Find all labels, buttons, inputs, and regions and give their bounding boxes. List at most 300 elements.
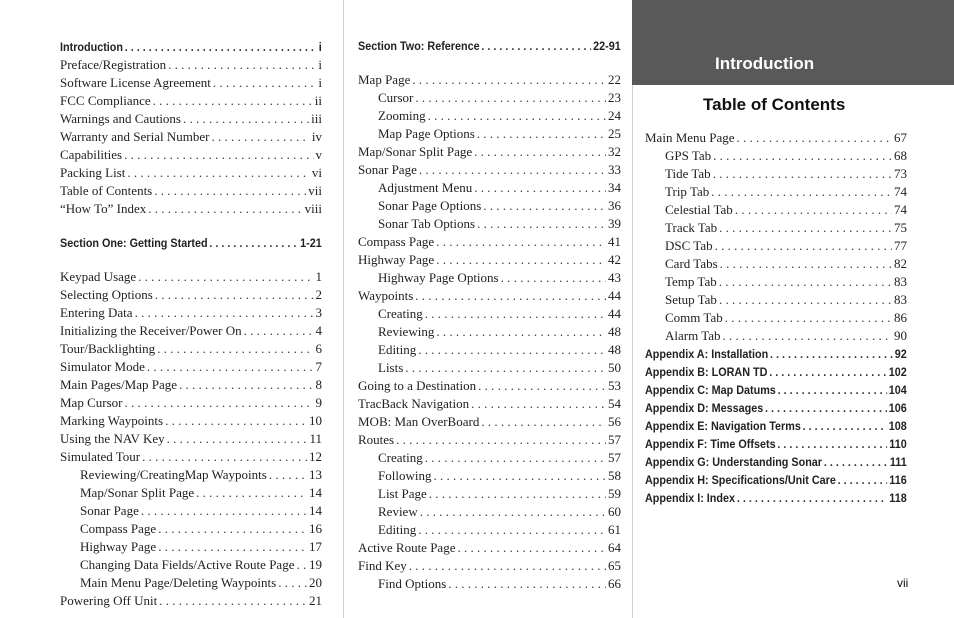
- dot-leader: [167, 430, 308, 448]
- toc-entry-page: 7: [315, 359, 322, 374]
- toc-entry[interactable]: [60, 358, 322, 376]
- toc-entry-page: 43: [608, 270, 621, 285]
- toc-entry[interactable]: [358, 323, 621, 341]
- spacer: [60, 252, 322, 268]
- toc-entry[interactable]: [645, 327, 907, 345]
- toc-column-2: [358, 37, 621, 593]
- toc-entry[interactable]: [358, 71, 621, 89]
- toc-section-heading[interactable]: [358, 37, 621, 55]
- toc-entry-page: vii: [308, 183, 322, 198]
- toc-entry[interactable]: [645, 129, 907, 147]
- toc-entry[interactable]: [60, 304, 322, 322]
- toc-entry-title: Marking Waypoints: [60, 413, 164, 428]
- dot-leader: [209, 234, 298, 252]
- toc-entry-page: 116: [889, 473, 907, 487]
- dot-leader: [457, 539, 606, 557]
- toc-entry-page: 25: [608, 126, 621, 141]
- toc-entry-page: 90: [894, 328, 907, 343]
- toc-entry-title: MOB: Man OverBoard: [358, 414, 480, 429]
- toc-entry-page: 82: [894, 256, 907, 271]
- toc-entry-page: 83: [894, 274, 907, 289]
- dot-leader: [838, 471, 888, 489]
- dot-leader: [405, 359, 606, 377]
- dot-leader: [474, 143, 606, 161]
- dot-leader: [735, 201, 892, 219]
- toc-entry-page: 24: [608, 108, 621, 123]
- dot-leader: [778, 381, 887, 399]
- toc-entry-page: 44: [608, 288, 621, 303]
- toc-entry-page: viii: [304, 201, 322, 216]
- toc-entry[interactable]: [60, 322, 322, 340]
- toc-entry[interactable]: [60, 502, 322, 520]
- toc-entry-page: 10: [309, 413, 322, 428]
- toc-entry-title: Software License Agreement: [60, 75, 211, 90]
- toc-entry-page: 48: [608, 342, 621, 357]
- toc-entry-title: Compass Page: [358, 234, 435, 249]
- dot-leader: [412, 71, 606, 89]
- toc-entry[interactable]: [358, 413, 621, 431]
- toc-entry-title: Appendix H: Specifications/Unit Care: [645, 473, 836, 487]
- toc-entry-title: Section Two: Reference: [358, 39, 480, 53]
- toc-entry[interactable]: [645, 201, 907, 219]
- toc-entry[interactable]: [60, 484, 322, 502]
- toc-entry-title: Comm Tab: [665, 310, 723, 325]
- toc-entry-title: Map Page Options: [378, 126, 475, 141]
- dot-leader: [715, 237, 892, 255]
- toc-entry-title: Reviewing: [378, 324, 435, 339]
- toc-entry-page: 42: [608, 252, 621, 267]
- section-title: Introduction: [715, 54, 815, 73]
- toc-entry-page: iii: [311, 111, 322, 126]
- toc-entry-title: Map/Sonar Split Page: [358, 144, 473, 159]
- toc-entry[interactable]: [358, 377, 621, 395]
- toc-entry[interactable]: [358, 503, 621, 521]
- dot-leader: [477, 215, 606, 233]
- toc-entry-page: 83: [894, 292, 907, 307]
- toc-entry-page: 22: [608, 72, 621, 87]
- dot-leader: [720, 255, 892, 273]
- toc-entry-title: Tide Tab: [665, 166, 711, 181]
- dot-leader: [425, 449, 606, 467]
- toc-entry-title: Review: [378, 504, 418, 519]
- dot-leader: [211, 128, 309, 146]
- toc-entry[interactable]: [645, 219, 907, 237]
- column-divider: [343, 0, 344, 618]
- toc-entry-title: GPS Tab: [665, 148, 712, 163]
- dot-leader: [824, 453, 888, 471]
- dot-leader: [269, 466, 307, 484]
- toc-entry-page: 22-91: [593, 39, 621, 53]
- toc-entry-title: Creating: [378, 450, 423, 465]
- toc-entry-title: Routes: [358, 432, 395, 447]
- dot-leader: [713, 147, 892, 165]
- dot-leader: [127, 164, 310, 182]
- toc-entry[interactable]: [60, 538, 322, 556]
- toc-entry[interactable]: [60, 448, 322, 466]
- toc-entry-title: FCC Compliance: [60, 93, 151, 108]
- toc-entry[interactable]: [358, 449, 621, 467]
- toc-entry[interactable]: [358, 395, 621, 413]
- toc-entry-title: Entering Data: [60, 305, 133, 320]
- toc-entry-title: Appendix E: Navigation Terms: [645, 419, 801, 433]
- dot-leader: [148, 200, 302, 218]
- toc-entry-page: 56: [608, 414, 621, 429]
- toc-entry-page: 50: [608, 360, 621, 375]
- toc-entry-title: Map/Sonar Split Page: [80, 485, 195, 500]
- toc-entry-page: v: [315, 147, 322, 162]
- toc-section-heading[interactable]: [645, 381, 907, 399]
- toc-entry-title: Packing List: [60, 165, 126, 180]
- toc-entry-page: 54: [608, 396, 621, 411]
- dot-leader: [158, 520, 307, 538]
- toc-entry-page: 23: [608, 90, 621, 105]
- dot-leader: [153, 92, 313, 110]
- dot-leader: [138, 268, 313, 286]
- toc-entry-title: Powering Off Unit: [60, 593, 158, 608]
- dot-leader: [719, 219, 892, 237]
- dot-leader: [436, 251, 606, 269]
- toc-entry-page: 16: [309, 521, 322, 536]
- dot-leader: [428, 107, 606, 125]
- dot-leader: [777, 435, 887, 453]
- toc-section-heading[interactable]: [645, 453, 907, 471]
- dot-leader: [415, 287, 606, 305]
- dot-leader: [436, 323, 606, 341]
- dot-leader: [418, 521, 606, 539]
- toc-entry[interactable]: [60, 146, 322, 164]
- toc-section-heading[interactable]: [60, 234, 322, 252]
- toc-section-heading[interactable]: [645, 417, 907, 435]
- toc-entry-page: 59: [608, 486, 621, 501]
- toc-entry-page: 1: [315, 269, 322, 284]
- toc-entry-title: Waypoints: [358, 288, 414, 303]
- toc-entry-title: Appendix A: Installation: [645, 347, 769, 361]
- dot-leader: [415, 89, 606, 107]
- toc-entry-title: “How To” Index: [60, 201, 147, 216]
- dot-leader: [481, 413, 606, 431]
- toc-entry-title: Introduction: [60, 40, 123, 54]
- toc-entry-title: Zooming: [378, 108, 426, 123]
- toc-entry-title: Table of Contents: [60, 183, 153, 198]
- dot-leader: [196, 484, 307, 502]
- toc-entry-page: 39: [608, 216, 621, 231]
- toc-entry[interactable]: [358, 557, 621, 575]
- toc-entry-title: Find Key: [358, 558, 407, 573]
- toc-entry[interactable]: [358, 341, 621, 359]
- dot-leader: [396, 431, 606, 449]
- dot-leader: [483, 197, 606, 215]
- toc-entry-title: Appendix D: Messages: [645, 401, 764, 415]
- toc-entry-page: 61: [608, 522, 621, 537]
- dot-leader: [723, 327, 892, 345]
- toc-column-1: [60, 38, 322, 610]
- toc-entry-title: Map Page: [358, 72, 411, 87]
- toc-entry-page: 57: [608, 450, 621, 465]
- toc-entry[interactable]: [60, 182, 322, 200]
- toc-entry-title: Appendix B: LORAN TD: [645, 365, 768, 379]
- toc-entry-title: Capabilities: [60, 147, 123, 162]
- toc-entry-title: Keypad Usage: [60, 269, 137, 284]
- toc-entry-page: 14: [309, 503, 322, 518]
- dot-leader: [409, 557, 606, 575]
- toc-entry-title: Main Pages/Map Page: [60, 377, 177, 392]
- dot-leader: [141, 502, 307, 520]
- dot-leader: [471, 395, 606, 413]
- dot-leader: [124, 146, 313, 164]
- toc-entry[interactable]: [358, 359, 621, 377]
- toc-entry-page: 102: [888, 365, 907, 379]
- toc-entry-title: Adjustment Menu: [378, 180, 473, 195]
- toc-entry-page: 44: [608, 306, 621, 321]
- toc-entry-title: Setup Tab: [665, 292, 717, 307]
- toc-entry[interactable]: [60, 376, 322, 394]
- dot-leader: [481, 37, 591, 55]
- toc-entry[interactable]: [60, 592, 322, 610]
- toc-entry-page: 118: [889, 491, 907, 505]
- spacer: [60, 218, 322, 234]
- toc-entry-title: Simulator Mode: [60, 359, 145, 374]
- toc-entry[interactable]: [358, 521, 621, 539]
- dot-leader: [803, 417, 887, 435]
- toc-entry-page: 110: [889, 437, 907, 451]
- toc-entry-page: 8: [315, 377, 322, 392]
- toc-entry[interactable]: [358, 467, 621, 485]
- toc-entry-title: Card Tabs: [665, 256, 718, 271]
- toc-section-heading[interactable]: [645, 471, 907, 489]
- toc-entry-page: 34: [608, 180, 621, 195]
- toc-entry-page: 9: [315, 395, 322, 410]
- toc-entry-title: Celestial Tab: [665, 202, 733, 217]
- toc-entry-title: Selecting Options: [60, 287, 153, 302]
- toc-entry-page: vi: [311, 165, 322, 180]
- toc-entry-page: 4: [315, 323, 322, 338]
- toc-entry-page: 86: [894, 310, 907, 325]
- toc-entry-title: Using the NAV Key: [60, 431, 165, 446]
- toc-entry[interactable]: [60, 56, 322, 74]
- toc-entry-page: 92: [894, 347, 907, 361]
- toc-entry-title: Alarm Tab: [665, 328, 721, 343]
- toc-entry-page: 48: [608, 324, 621, 339]
- dot-leader: [296, 556, 307, 574]
- dot-leader: [770, 345, 893, 363]
- toc-entry-title: Temp Tab: [665, 274, 717, 289]
- toc-entry[interactable]: [358, 539, 621, 557]
- dot-leader: [725, 309, 892, 327]
- toc-entry-title: Highway Page: [80, 539, 157, 554]
- toc-entry[interactable]: [358, 485, 621, 503]
- dot-leader: [501, 269, 606, 287]
- dot-leader: [183, 110, 309, 128]
- toc-entry-title: Sonar Page: [80, 503, 139, 518]
- toc-entry-page: 20: [309, 575, 322, 590]
- toc-entry[interactable]: [60, 128, 322, 146]
- toc-entry[interactable]: [645, 237, 907, 255]
- toc-entry-page: 73: [894, 166, 907, 181]
- toc-entry[interactable]: [358, 233, 621, 251]
- toc-entry-title: Appendix G: Understanding Sonar: [645, 455, 823, 469]
- toc-section-heading[interactable]: [645, 489, 907, 507]
- dot-leader: [419, 161, 606, 179]
- page-number: vii: [897, 576, 909, 590]
- dot-leader: [765, 399, 887, 417]
- dot-leader: [436, 233, 606, 251]
- toc-entry[interactable]: [60, 412, 322, 430]
- dot-leader: [159, 592, 307, 610]
- page-title: Table of Contents: [703, 95, 846, 114]
- toc-entry[interactable]: [358, 197, 621, 215]
- toc-section-heading[interactable]: [645, 435, 907, 453]
- toc-entry[interactable]: [358, 89, 621, 107]
- toc-entry-title: Sonar Page: [358, 162, 417, 177]
- toc-entry[interactable]: [60, 200, 322, 218]
- toc-entry[interactable]: [60, 74, 322, 92]
- toc-entry-title: DSC Tab: [665, 238, 713, 253]
- toc-entry-page: 36: [608, 198, 621, 213]
- toc-entry-title: Active Route Page: [358, 540, 456, 555]
- toc-entry-title: Editing: [378, 342, 417, 357]
- toc-entry-page: 1-21: [300, 236, 322, 250]
- toc-entry-page: 14: [309, 485, 322, 500]
- dot-leader: [244, 322, 314, 340]
- dot-leader: [135, 304, 314, 322]
- toc-entry-title: Appendix C: Map Datums: [645, 383, 776, 397]
- toc-entry-page: 57: [608, 432, 621, 447]
- toc-entry[interactable]: [358, 575, 621, 593]
- dot-leader: [155, 286, 314, 304]
- toc-entry-page: 74: [894, 184, 907, 199]
- toc-section-heading[interactable]: [60, 38, 322, 56]
- toc-entry-page: 58: [608, 468, 621, 483]
- toc-entry-title: Simulated Tour: [60, 449, 141, 464]
- toc-entry-page: 67: [894, 130, 907, 145]
- toc-entry-page: i: [318, 57, 322, 72]
- dot-leader: [179, 376, 314, 394]
- toc-entry-title: Appendix F: Time Offsets: [645, 437, 776, 451]
- dot-leader: [278, 574, 307, 592]
- toc-entry-page: 12: [309, 449, 322, 464]
- toc-entry-page: 6: [315, 341, 322, 356]
- dot-leader: [429, 485, 606, 503]
- dot-leader: [168, 56, 316, 74]
- toc-entry-title: Sonar Tab Options: [378, 216, 476, 231]
- toc-entry[interactable]: [358, 251, 621, 269]
- toc-entry[interactable]: [60, 286, 322, 304]
- toc-entry-page: 66: [608, 576, 621, 591]
- toc-entry-page: 41: [608, 234, 621, 249]
- toc-entry[interactable]: [358, 287, 621, 305]
- dot-leader: [147, 358, 314, 376]
- toc-entry-title: Highway Page: [358, 252, 435, 267]
- toc-entry[interactable]: [358, 161, 621, 179]
- toc-entry-title: TracBack Navigation: [358, 396, 470, 411]
- toc-entry[interactable]: [645, 273, 907, 291]
- dot-leader: [719, 291, 892, 309]
- toc-entry[interactable]: [645, 291, 907, 309]
- toc-section-heading[interactable]: [645, 399, 907, 417]
- toc-entry-title: Tour/Backlighting: [60, 341, 156, 356]
- toc-entry-title: Editing: [378, 522, 417, 537]
- toc-entry-page: 111: [889, 455, 907, 469]
- column-divider: [632, 0, 633, 618]
- toc-entry-title: Appendix I: Index: [645, 491, 736, 505]
- toc-entry[interactable]: [358, 215, 621, 233]
- dot-leader: [719, 273, 892, 291]
- toc-entry[interactable]: [60, 394, 322, 412]
- dot-leader: [477, 125, 606, 143]
- toc-entry-title: Warranty and Serial Number: [60, 129, 210, 144]
- toc-entry-page: 77: [894, 238, 907, 253]
- toc-entry[interactable]: [358, 431, 621, 449]
- toc-entry[interactable]: [645, 309, 907, 327]
- dot-leader: [769, 363, 887, 381]
- dot-leader: [213, 74, 316, 92]
- toc-entry-page: 11: [309, 431, 322, 446]
- toc-entry[interactable]: [358, 125, 621, 143]
- toc-entry[interactable]: [60, 556, 322, 574]
- toc-entry[interactable]: [358, 179, 621, 197]
- toc-section-heading[interactable]: [645, 363, 907, 381]
- toc-entry-page: 68: [894, 148, 907, 163]
- toc-entry-title: Going to a Destination: [358, 378, 477, 393]
- toc-entry-page: 33: [608, 162, 621, 177]
- dot-leader: [165, 412, 307, 430]
- toc-section-heading[interactable]: [645, 345, 907, 363]
- toc-entry-page: 74: [894, 202, 907, 217]
- toc-entry-title: Find Options: [378, 576, 447, 591]
- toc-entry[interactable]: [60, 110, 322, 128]
- toc-entry-page: 75: [894, 220, 907, 235]
- toc-entry-page: 17: [309, 539, 322, 554]
- toc-entry[interactable]: [60, 92, 322, 110]
- toc-entry-title: Changing Data Fields/Active Route Page: [80, 557, 295, 572]
- toc-entry[interactable]: [645, 165, 907, 183]
- toc-entry-page: i: [318, 40, 322, 54]
- toc-entry[interactable]: [358, 305, 621, 323]
- toc-entry-title: Warnings and Cautions: [60, 111, 181, 126]
- toc-entry-page: 104: [888, 383, 907, 397]
- toc-entry-page: 106: [888, 401, 907, 415]
- toc-entry[interactable]: [60, 430, 322, 448]
- toc-entry[interactable]: [60, 340, 322, 358]
- toc-entry[interactable]: [358, 143, 621, 161]
- dot-leader: [425, 305, 606, 323]
- toc-entry[interactable]: [645, 147, 907, 165]
- toc-entry-title: Initializing the Receiver/Power On: [60, 323, 242, 338]
- toc-entry-page: 21: [309, 593, 322, 608]
- dot-leader: [125, 38, 317, 56]
- toc-entry[interactable]: [60, 268, 322, 286]
- toc-entry[interactable]: [645, 255, 907, 273]
- toc-entry-title: Sonar Page Options: [378, 198, 482, 213]
- toc-entry-page: i: [318, 75, 322, 90]
- toc-entry[interactable]: [60, 164, 322, 182]
- toc-entry[interactable]: [645, 183, 907, 201]
- toc-entry-page: 3: [315, 305, 322, 320]
- toc-entry-page: 65: [608, 558, 621, 573]
- toc-entry[interactable]: [358, 107, 621, 125]
- dot-leader: [157, 340, 313, 358]
- toc-entry-title: Compass Page: [80, 521, 157, 536]
- toc-entry[interactable]: [60, 466, 322, 484]
- toc-entry[interactable]: [60, 520, 322, 538]
- toc-entry-title: Creating: [378, 306, 423, 321]
- toc-entry[interactable]: [60, 574, 322, 592]
- dot-leader: [420, 503, 606, 521]
- toc-column-3: [645, 129, 907, 507]
- toc-entry[interactable]: [358, 269, 621, 287]
- dot-leader: [713, 165, 892, 183]
- toc-entry-page: 64: [608, 540, 621, 555]
